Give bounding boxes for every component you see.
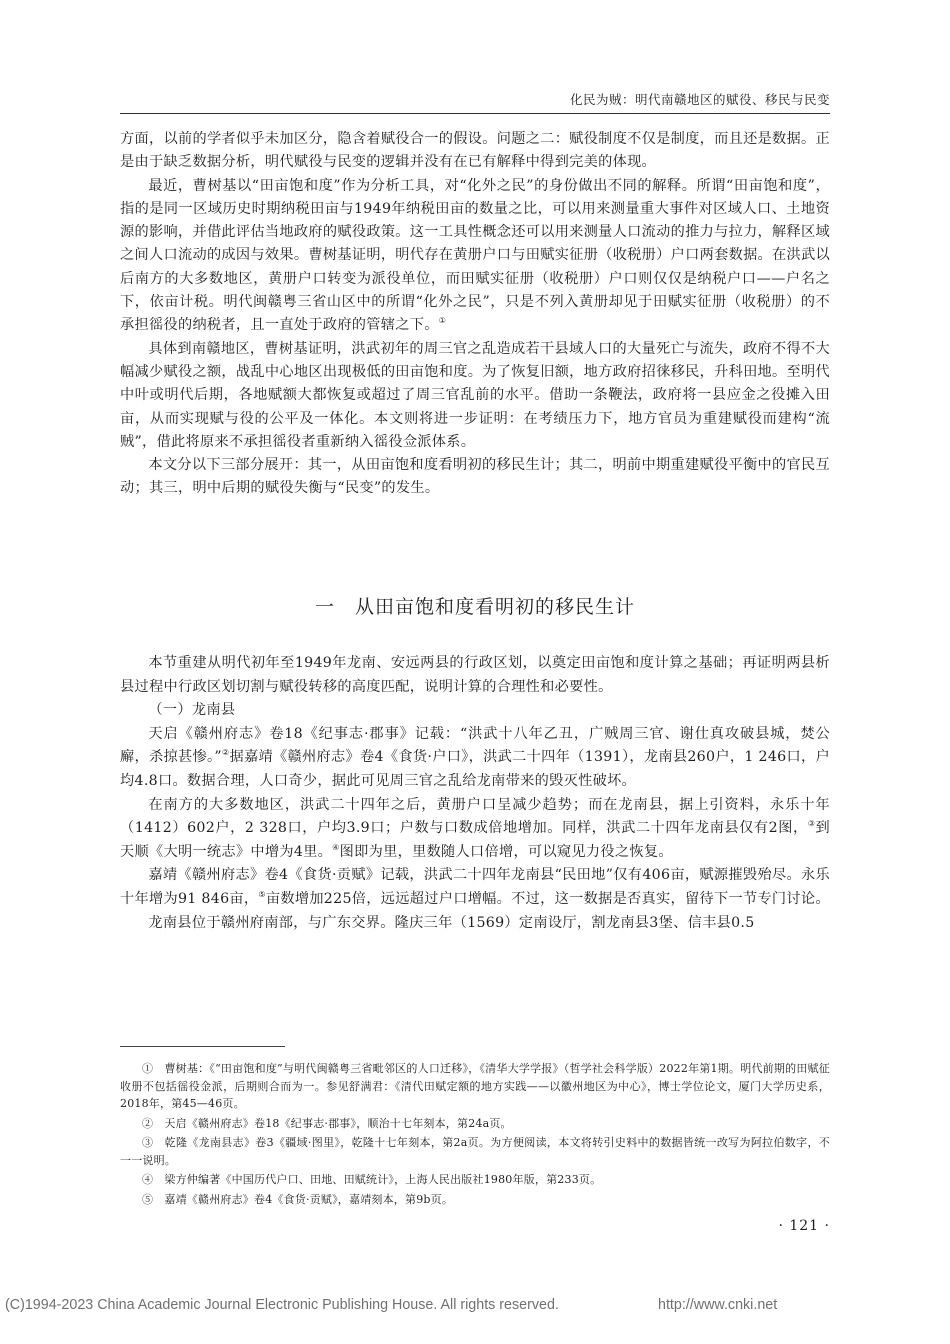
footnote-ref-5[interactable]: ⑤ (258, 889, 266, 899)
footnote-ref-4[interactable]: ④ (332, 842, 340, 852)
footnote-5: ⑤ 嘉靖《赣州府志》卷4《食货·贡赋》，嘉靖刻本，第9b页。 (142, 1192, 454, 1206)
paragraph-2 (120, 175, 830, 338)
paragraph-7 (120, 723, 830, 794)
footnote-ref-1[interactable]: ① (438, 316, 447, 326)
paragraph-8-part-a: 在南方的大多数地区，洪武二十四年之后，黄册户口呈减少趋势；而在龙南县，据上引资料，永乐十年（1412）602户，2 328口，户均3.9口；户数与口数成倍地增加。同样，洪武二十四年龙南县仅有2图， (120, 796, 830, 837)
footnote-4: ④ 梁方仲编著《中国历代户口、田地、田赋统计》，上海人民出版社1980年版，第233页。 (142, 1173, 602, 1186)
footnote-2: ② 天启《赣州府志》卷18《纪事志·郡事》，顺治十七年刻本，第24a页。 (142, 1116, 512, 1130)
paragraph-9 (120, 864, 830, 911)
paragraph-9-part-a: 嘉靖《赣州府志》卷4《食货·贡赋》记载，洪武二十四年龙南县“民田地”仅有406亩，赋源摧毁殆尽。永乐十年增为91 846亩， (120, 867, 830, 907)
paragraph-10: 龙南县位于赣州府南部，与广东交界。隆庆三年（1569）定南设厅，割龙南县3堡、信丰县0.5 (148, 914, 755, 931)
paragraph-4: 本文分以下三部分展开：其一，从田亩饱和度看明初的移民生计；其二，明前中期重建赋役平衡中的官民互动；其三，明中后期的赋役失衡与“民变”的发生。 (120, 457, 830, 497)
page-number: · 121 · (778, 1218, 830, 1234)
paragraph-1: 方面，以前的学者似乎未加区分，隐含着赋役合一的假设。问题之二：赋役制度不仅是制度，而且还是数据。正是由于缺乏数据分析，明代赋役与民变的逻辑并没有在已有解释中得到完美的体现。 (120, 131, 830, 171)
header-rule (120, 113, 830, 114)
paragraph-8 (120, 794, 830, 865)
copyright-notice: (C)1994-2023 China Academic Journal Electronic Publishing House. All rights reserved. (5, 1297, 559, 1313)
paragraph-3: 具体到南赣地区，曹树基证明，洪武初年的周三官之乱造成若干县域人口的大量死亡与流失，政府不得不大幅减少赋役之额，战乱中心地区出现极低的田亩饱和度。为了恢复旧额，地方政府招徕移民，升科田地。至明代中叶或明代后期，各地赋额大都恢复或超过了周三官乱前的水平。借助一条鞭法，政府将一县应金之役摊入田亩，从而实现赋与役的公平及一体化。本文则将进一步证明：在考绩压力下，地方官员为重建赋役而建构“流贼”，借此将原来不承担徭役者重新纳入徭役佥派体系。 (120, 340, 830, 450)
subsection-heading: （一）龙南县 (148, 702, 236, 719)
footnote-ref-2[interactable]: ② (221, 748, 230, 758)
paragraph-8-part-b: 到天顺《大明一统志》中增为4里。 (120, 820, 830, 860)
cnki-link[interactable]: http://www.cnki.net (658, 1297, 778, 1313)
paragraph-8-part-c: 图即为里，里数随人口倍增，可以窥见力役之恢复。 (339, 843, 673, 860)
footnote-rule (120, 1046, 285, 1047)
body-text-lower (120, 652, 830, 935)
body-text-upper (120, 128, 830, 501)
paragraph-7-part-b: 据嘉靖《赣州府志》卷4《食货·户口》，洪武二十四年（1391），龙南县260户，1 246口，户均4.8口。数据合理，人口奇少，据此可见周三官之乱给龙南带来的毁灭性破坏。 (120, 749, 830, 789)
footnote-3: ③ 乾隆《龙南县志》卷3《疆域·图里》，乾隆十七年刻本，第2a页。为方便阅读，本文将转引史料中的数据皆统一改写为阿拉伯数字，不一一说明。 (120, 1136, 830, 1167)
paragraph-9-part-b: 亩数增加225倍，远远超过户口增幅。不过，这一数据是否真实，留待下一节专门讨论。 (265, 890, 830, 907)
running-header: 化民为贼：明代南赣地区的赋役、移民与民变 (569, 92, 830, 107)
footnote-ref-3[interactable]: ③ (807, 819, 816, 829)
paragraph-5: 本节重建从明代初年至1949年龙南、安远两县的行政区划，以奠定田亩饱和度计算之基础；再证明两县析县过程中行政区划切割与赋役转移的高度匹配，说明计算的合理性和必要性。 (120, 655, 830, 695)
footnote-1: ① 曹树基：《“田亩饱和度”与明代闽赣粤三省毗邻区的人口迁移》，《清华大学学报》（哲学社会科学版）2022年第1期。明代前期的田赋征收册不包括徭役金派，后期则合而为一。参见舒满君：《清代田赋定额的地方实践——以徽州地区为中心》，博士学位论文，厦门大学历史系，2018年，第45—46页。 (120, 1062, 830, 1110)
section-title: 一 从田亩饱和度看明初的移民生计 (314, 596, 635, 618)
paragraph-7-part-a: 天启《赣州府志》卷18《纪事志·郡事》记载：“洪武十八年乙丑，广贼周三官、谢仕真攻破县城，焚公廨，杀掠甚惨。” (120, 725, 830, 766)
footnotes (120, 1060, 830, 1210)
paragraph-2-text: 最近，曹树基以“田亩饱和度”作为分析工具，对“化外之民”的身份做出不同的解释。所谓“田亩饱和度”，指的是同一区域历史时期纳税田亩与1949年纳税田亩的数量之比，可以用来测量重大事件对区域人口、土地资源的影响，并借此评估当地政府的赋役政策。这一工具性概念还可以用来测量人口流动的推力与拉力，解释区域之间人口流动的成因与效果。曹树基证明，明代存在黄册户口与田赋实征册（收税册）户口两套数据。在洪武以后南方的大多数地区，黄册户口转变为派役单位，而田赋实征册（收税册）户口则仅仅是纳税户口——户名之下，依亩计税。明代闽赣粤三省山区中的所谓“化外之民”，只是不列入黄册却见于田赋实征册（收税册）的不承担徭役的纳税者，且一直处于政府的管辖之下。 (120, 177, 830, 334)
